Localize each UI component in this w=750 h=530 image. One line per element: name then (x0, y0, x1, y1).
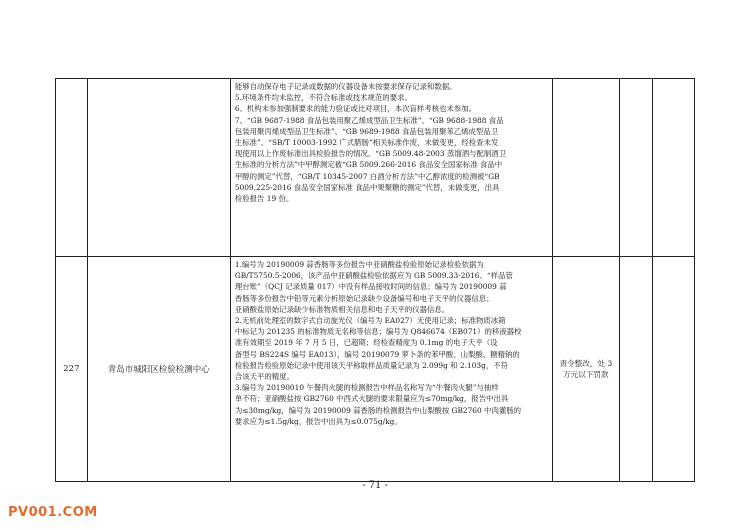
description-line: 2.无机前处理室的数字式自动旋光仪（编号为 EA027）无使用记录；标准物质冰箱 (234, 316, 506, 326)
row-number-cell (56, 79, 88, 257)
table-row (56, 257, 695, 482)
organization-cell (87, 79, 230, 257)
organization-cell: 青岛市城阳区检验检测中心 (87, 257, 230, 482)
description-line: 香肠等多份报告中铅等元素分析原始记录缺少设备编号和电子天平的仪器信息； (234, 293, 494, 303)
description-line: 单不符；亚硝酸盐按 GB2760 中西式火腿的要求限量应为≤70mg/kg，报告中出具 (234, 394, 509, 404)
description-line: 备型号 BS224S 编号 EA013），编号 20190079 萝卜条的苯甲酸、山梨酸、糖精钠的 (234, 349, 520, 359)
description-line: 要求应为≤1.5g/kg，报告中出具为≤0.075g/kg。 (234, 416, 402, 426)
description-line: 现使用以上作废标准出具检验报告的情况。“GB 5009.48-2003 蒸馏酒与配制酒卫 (234, 149, 507, 159)
description-line: 6、机构未参加强制要求的能力验证或比对项目，本次盲样考核也未参加。 (234, 104, 477, 114)
description-line: 甲醇的测定”代替，“GB/T 10345-2007 白酒分析方法”中乙醇浓度的检测被“GB (234, 171, 500, 181)
description-line: 亚硝酸盐原始记录缺少标准物质相关信息和电子天平的仪器信息。 (234, 304, 450, 314)
handling-result-cell (552, 79, 619, 257)
empty-cell (652, 257, 694, 482)
row-number-cell: 227 (56, 257, 88, 482)
description-line: 为≤30mg/kg，编号为 20190009 蒜香肠的检测报告中山梨酸按 GB2760 中肉灌肠的 (234, 405, 522, 415)
handling-result-cell: 责令整改，处 3 万元以下罚款 (552, 257, 619, 482)
empty-cell (619, 257, 652, 482)
watermark-logo: PV001.COM (8, 505, 98, 520)
description-line: 理台账”（QCJ 记录质量 017）中没有样品接收时间的信息；编号为 20190009 蒜 (234, 282, 507, 292)
description-line: 1.编号为 20190009 蒜香肠等多份报告中亚硝酸盐检验原始记录检验依据为 (234, 260, 484, 269)
description-line: 3.编号为 20190010 午餐肉火腿的检测报告中样品名称写为“牛餐肉火腿”与抽样 (234, 383, 499, 393)
issue-description-cell (230, 79, 552, 257)
description-line: 中标记为 201235 的标准物质无名称等信息；编号为 Q846674（EB071）的移液器校 (234, 327, 522, 337)
description-line: 能够自动保存电子记录或数据的仪器设备未按要求保存记录和数据。 (234, 82, 457, 91)
description-line: 检验报告检验原始记录中使用该天平称取样品质量记录为 2.099g 和 2.103g，不符 (234, 360, 508, 370)
empty-cell (619, 79, 652, 257)
description-line: 准有效期至 2019 年 7 月 5 日，已超期；经检查精度为 0.1mg 的电子天平（设 (234, 338, 498, 348)
description-line: 5009.225-2016 食品安全国家标准 食品中果聚糖的测定”代替，未做变更，出具 (234, 182, 500, 192)
description-line: 生标准的分析方法”中甲醇测定被“GB 5009.266-2016 食品安全国家标准 食品中 (234, 160, 503, 170)
issue-description-cell (230, 257, 552, 482)
description-line: 检验报告 19 份。 (234, 194, 294, 204)
page-number: - 71 - (362, 480, 388, 491)
record-table (55, 78, 695, 482)
description-line: GB/T5750.5-2006，该产品中亚硝酸盐检验依据应为 GB 5009.33-2016。“样品管 (234, 271, 513, 281)
description-line: 合该天平的精度。 (234, 372, 294, 382)
description-line: 包装用聚丙烯成型品卫生标准”、“GB 9689-1988 食品包装用聚苯乙烯成型品卫 (234, 126, 499, 136)
description-line: 5.环境条件均未监控，不符合标准或技术规范的要求。 (234, 93, 412, 103)
description-line: 生标准”、“SB/T 10003-1992 广式腊肠”相关标准作废，未做变更，经检查未发 (234, 138, 499, 148)
table-row (56, 79, 695, 257)
empty-cell (652, 79, 694, 257)
description-line: 7、“GB 9687-1988 食品包装用聚乙烯成型品卫生标准”、“GB 9688-1988 食品 (234, 115, 504, 125)
